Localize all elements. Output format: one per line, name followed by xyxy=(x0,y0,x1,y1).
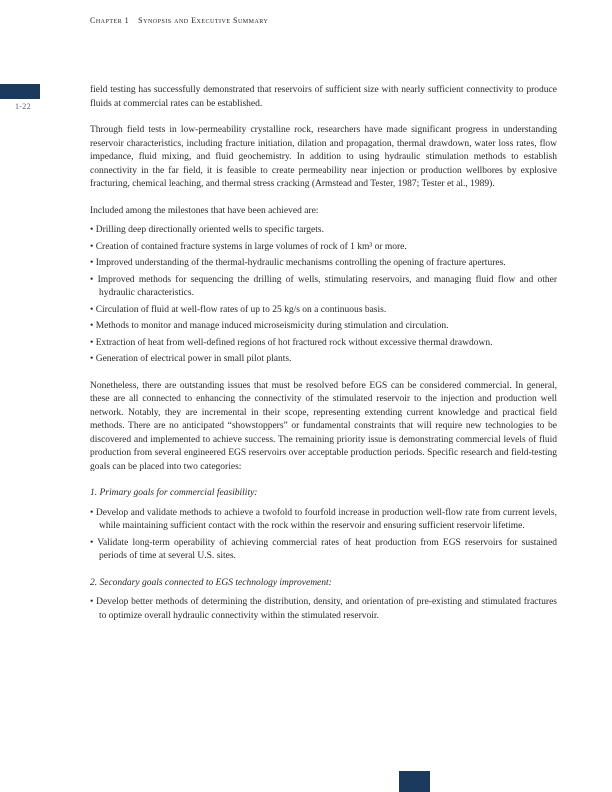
list-item-text: Develop and validate methods to achieve a twofold to fourfold increase in production well-flow rate from current levels, while maintaining sufficient contact with the rock within the reservoir and ensuring sufficient reservoir lifetime. xyxy=(95,507,558,531)
list-item xyxy=(90,596,557,623)
milestones-list xyxy=(90,224,557,367)
bullet-glyph: • xyxy=(90,337,94,348)
bullet-glyph: • xyxy=(90,321,94,331)
list-item-text: Creation of contained fracture systems in large volumes of rock of 1 km³ or more. xyxy=(95,241,407,252)
bullet-glyph: • xyxy=(90,507,94,518)
bullet-glyph: • xyxy=(90,258,94,268)
list-item xyxy=(90,241,557,255)
list-item-text: Circulation of fluid at well-flow rates of up to 25 kg/s on a continuous basis. xyxy=(95,304,387,315)
list-item-text: Drilling deep directionally oriented wells to specific targets. xyxy=(95,225,324,235)
bullet-glyph: • xyxy=(90,241,94,252)
list-item-text: Methods to monitor and manage induced microseismicity during stimulation and circulation. xyxy=(95,321,449,331)
list-item xyxy=(90,224,557,238)
bullet-glyph: • xyxy=(90,304,94,315)
chapter-title: Synopsis and Executive Summary xyxy=(138,16,269,25)
list-item-text: Extraction of heat from well-defined regions of hot fractured rock without excessive thermal drawdown. xyxy=(95,337,493,348)
primary-goals-list xyxy=(90,507,557,564)
paragraph-2: Through field tests in low-permeability crystalline rock, researchers have made significant progress in understanding reservoir characteristics, including fracture initiation, dilation and propagation, thermal drawdown, water loss rates, flow impedance, fluid mixing, and fluid geochemistry. In addition to using hydraulic stimulation methods to establish connectivity in the far field, it is feasible to create permeability near injection or production wellbores by explosive fracturing, chemical leaching, and thermal stress cracking (Armstead and Tester, 1987; Tester et al., 1989). xyxy=(90,125,557,189)
list-item xyxy=(90,353,557,367)
paragraph-4: Nonetheless, there are outstanding issues that must be resolved before EGS can be considered commercial. In general, these are all connected to enhancing the connectivity of the stimulated reservoir to the injection and production well network. Notably, they are incremental in their scope, representing extending current knowledge and practical field methods. There are no anticipated “showstoppers” or fundamental constraints that will require new technologies to be discovered and implemented to achieve success. The remaining priority issue is demonstrating commercial levels of fluid production from several engineered EGS reservoirs over acceptable production periods. Specific research and field-testing goals can be placed into two categories: xyxy=(90,380,557,472)
list-item xyxy=(90,507,557,534)
list-item-text: Improved understanding of the thermal-hydraulic mechanisms controlling the opening of fracture apertures. xyxy=(95,258,506,268)
list-item xyxy=(90,274,557,301)
page-margin-tab xyxy=(0,84,40,99)
bullet-glyph: • xyxy=(90,537,94,548)
list-item-text: Validate long-term operability of achieving commercial rates of heat production from EGS reservoirs for sustained periods of time at several U.S. sites. xyxy=(97,537,557,561)
page-number: 1-22 xyxy=(15,102,31,111)
list-item xyxy=(90,337,557,351)
primary-goals-heading: 1. Primary goals for commercial feasibility: xyxy=(90,488,258,498)
list-item xyxy=(90,537,557,564)
list-item xyxy=(90,304,557,318)
bullet-glyph: • xyxy=(90,597,94,607)
body-text-column xyxy=(90,84,557,636)
list-item xyxy=(90,257,557,271)
running-header xyxy=(90,16,268,25)
chapter-label: Chapter 1 xyxy=(90,16,130,25)
milestones-intro: Included among the milestones that have been achieved are: xyxy=(90,205,319,216)
footer-tab xyxy=(399,771,430,792)
paragraph-1: field testing has successfully demonstrated that reservoirs of sufficient size with nearly sufficient connectivity to produce fluids at commercial rates can be established. xyxy=(90,85,557,109)
bullet-glyph: • xyxy=(90,354,94,364)
list-item-text: Improved methods for sequencing the drilling of wells, stimulating reservoirs, and managing fluid flow and other hydraulic characteristics. xyxy=(97,274,557,298)
list-item-text: Develop better methods of determining the distribution, density, and orientation of pre-existing and stimulated fractures to optimize overall hydraulic connectivity within the stimulated reservoir. xyxy=(96,597,557,621)
bullet-glyph: • xyxy=(90,274,94,285)
secondary-goals-list xyxy=(90,596,557,623)
list-item-text: Generation of electrical power in small pilot plants. xyxy=(95,354,292,364)
bullet-glyph: • xyxy=(90,225,94,235)
secondary-goals-heading: 2. Secondary goals connected to EGS technology improvement: xyxy=(90,577,332,588)
list-item xyxy=(90,320,557,334)
